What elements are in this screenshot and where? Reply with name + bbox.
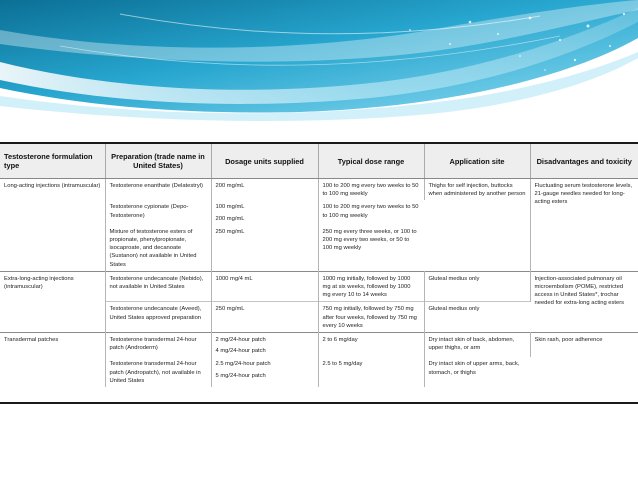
dosage-line: 2 mg/24-hour patch: [215, 337, 266, 344]
dosage-line: 2.5 mg/24-hour patch: [215, 361, 271, 368]
dosage-cell: 1000 mg/4 mL: [211, 271, 318, 302]
preparation-cell: Mixture of testosterone esters of propionate, phenylpropionate, isocaproate, and decanoate (Sustanon) not available in United States: [105, 225, 211, 272]
application-site-cell: Gluteal medius only: [424, 302, 530, 333]
dose-range-cell: 100 to 200 mg every two weeks to 50 to 100 mg weekly: [322, 204, 419, 219]
dose-range-cell: 250 mg every three weeks, or 100 to 200 mg every two weeks, or 50 to 100 mg weekly: [322, 228, 417, 252]
testosterone-formulations-table: [0, 144, 638, 387]
application-site-cell: Gluteal medius only: [424, 271, 530, 302]
preparation-cell: Testosterone transdermal 24-hour patch (Andropatch), not available in United States: [105, 357, 211, 387]
dosage-cell: 250 mg/mL: [211, 225, 318, 272]
toxicity-cell: Skin rash, poor adherence: [530, 333, 638, 388]
toxicity-cell: Injection-associated pulmonary oil microembolism (POME), restricted access in United States*, trochar needed for extra-long acting esters: [530, 271, 638, 332]
dosage-line: 200 mg/mL: [215, 215, 245, 222]
dosage-line: 5 mg/24-hour patch: [215, 372, 266, 379]
dosage-cell: [211, 333, 318, 358]
dose-range-cell: 1000 mg initially, followed by 1000 mg at six weeks, followed by 1000 mg every 10 to 14 weeks: [318, 271, 424, 302]
dosage-cell: [211, 357, 318, 387]
table-row: [0, 271, 638, 302]
dosage-cell: [211, 200, 318, 224]
application-site-cell: Dry intact skin of back, abdomen, upper thighs, or arm: [424, 333, 530, 358]
header-toxicity: Disadvantages and toxicity: [530, 144, 638, 179]
header-formulation-type: Testosterone formulation type: [0, 144, 105, 179]
dose-range-cell: 2 to 6 mg/day: [318, 333, 424, 358]
dosage-cell: 200 mg/mL: [211, 179, 318, 201]
dosage-cell: 250 mg/mL: [211, 302, 318, 333]
application-site-cell: Thighs for self injection, buttocks when administered by another person: [424, 179, 530, 272]
header-dosage-units: Dosage units supplied: [211, 144, 318, 179]
formulation-cell: Extra-long-acting injections (intramuscular): [0, 271, 105, 332]
dose-range-cell: 750 mg initially, followed by 750 mg after four weeks, followed by 750 mg every 10 weeks: [318, 302, 424, 333]
preparation-cell: Testosterone undecanoate (Aveed), United States approved preparation: [105, 302, 211, 333]
preparation-cell: Testosterone enanthate (Delatestryl): [105, 179, 211, 201]
dosage-line: 100 mg/mL: [215, 204, 245, 211]
preparation-cell: Testosterone cypionate (Depo-Testosterone): [105, 200, 211, 224]
formulation-cell: Long-acting injections (intramuscular): [0, 179, 105, 272]
dosage-line: 4 mg/24-hour patch: [215, 348, 266, 355]
header-dose-range: Typical dose range: [318, 144, 424, 179]
table-header-row: [0, 144, 638, 179]
dose-range-cell: 2.5 to 5 mg/day: [318, 357, 424, 387]
table-row: [0, 179, 638, 201]
formulation-cell: Transdermal patches: [0, 333, 105, 388]
header-preparation: Preparation (trade name in United States): [105, 144, 211, 179]
preparation-cell: Testosterone transdermal 24-hour patch (Androderm): [105, 333, 211, 358]
dose-range-cell: 100 to 200 mg every two weeks to 50 to 100 mg weekly: [318, 179, 424, 201]
toxicity-cell: Fluctuating serum testosterone levels, 21-gauge needles needed for long-acting esters: [530, 179, 638, 272]
preparation-cell: Testosterone undecanoate (Nebido), not available in United States: [105, 271, 211, 302]
table-row: [0, 333, 638, 358]
application-site-cell: Dry intact skin of upper arms, back, stomach, or thighs: [428, 361, 520, 376]
decorative-header-banner: [0, 0, 638, 125]
header-application-site: Application site: [424, 144, 530, 179]
testosterone-table-container: [0, 142, 638, 404]
